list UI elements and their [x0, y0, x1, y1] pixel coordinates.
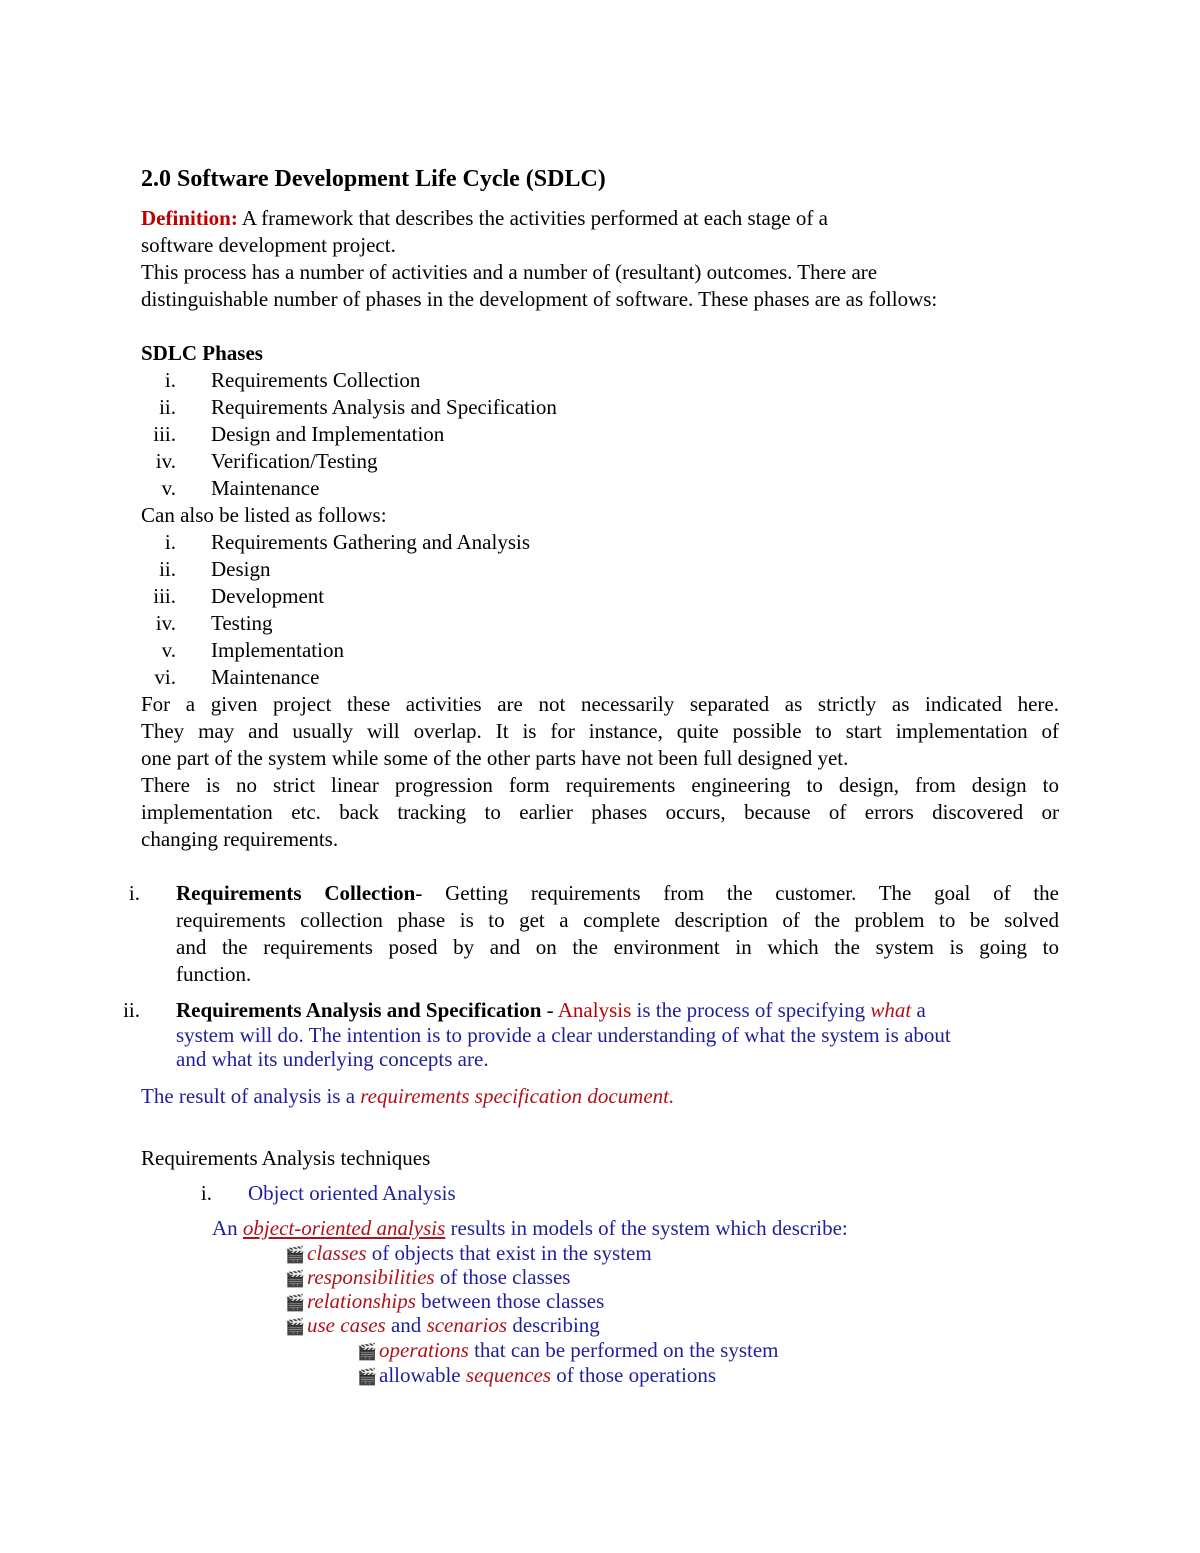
ooa-term: object-oriented analysis [242, 1216, 446, 1240]
list-item: 🎬relationships between those classes [285, 1288, 604, 1316]
section-1-line-1: Requirements Collection- Getting requirements from the customer. The goal of the [176, 881, 1059, 905]
analysis-result: The result of analysis is a requirements specification document. [141, 1084, 675, 1108]
intro-line-2: distinguishable number of phases in the development of software. These phases are as follows: [141, 287, 938, 311]
list-item: iii. Development [153, 584, 325, 608]
requirements-spec-doc: requirements specification document. [360, 1084, 675, 1108]
paragraph-progression-line-2: implementation etc. back tracking to earlier phases occurs, because of errors discovered or [141, 800, 1059, 824]
paragraph-progression-line-3: changing requirements. [141, 827, 339, 851]
list-item: iv. Verification/Testing [155, 449, 378, 473]
technique-number: i. [200, 1181, 212, 1205]
list-item: 🎬use cases and scenarios describing [285, 1312, 600, 1340]
section-2-line-3: and what its underlying concepts are. [176, 1047, 489, 1071]
list-item: v. Implementation [161, 638, 344, 662]
list-item: 🎬responsibilities of those classes [285, 1264, 570, 1292]
section-1-line-4: function. [176, 962, 252, 986]
clapperboard-icon: 🎬 [285, 1317, 305, 1336]
section-1-number: i. [128, 881, 140, 905]
list-item: i. Requirements Gathering and Analysis [164, 530, 531, 554]
intro-line-1: This process has a number of activities and a number of (resultant) outcomes. There are [141, 260, 878, 284]
what-term: what [870, 998, 912, 1022]
phases-list-1 [136, 367, 616, 502]
list-item: ii. Requirements Analysis and Specification [159, 395, 557, 419]
clapperboard-icon: 🎬 [285, 1245, 305, 1264]
clapperboard-icon: 🎬 [285, 1269, 305, 1288]
section-1-line-2: requirements collection phase is to get a complete description of the problem to be solved [176, 908, 1059, 932]
paragraph-overlap-line-1: For a given project these activities are not necessarily separated as strictly as indicated here. [141, 692, 1059, 716]
list-item: iv. Testing [155, 611, 273, 635]
list-item: vi. Maintenance [154, 665, 320, 689]
list-item: iii. Design and Implementation [153, 422, 445, 446]
list-item: ii. Design [159, 557, 271, 581]
techniques-heading: Requirements Analysis techniques [141, 1146, 431, 1170]
ooa-description: An object-oriented analysis results in models of the system which describe: [212, 1216, 848, 1240]
list-item: 🎬allowable sequences of those operations [357, 1362, 716, 1390]
list-item: 🎬operations that can be performed on the system [357, 1337, 779, 1365]
list-item: 🎬classes of objects that exist in the system [285, 1240, 652, 1268]
section-1-heading: Requirements Collection [176, 881, 416, 905]
analysis-term: Analysis [557, 998, 632, 1022]
phases-list-2 [136, 529, 616, 691]
list-item: i. Requirements Collection [164, 368, 421, 392]
definition-label: Definition: [141, 206, 238, 230]
definition-line-2: software development project. [141, 233, 396, 257]
paragraph-progression-line-1: There is no strict linear progression form requirements engineering to design, from design to [141, 773, 1059, 797]
section-2-line-1: Requirements Analysis and Specification - Analysis is the process of specifying what a [176, 998, 926, 1022]
clapperboard-icon: 🎬 [285, 1293, 305, 1312]
clapperboard-icon: 🎬 [357, 1342, 377, 1361]
list-item: v. Maintenance [161, 476, 320, 500]
clapperboard-icon: 🎬 [357, 1367, 377, 1386]
section-2-number: ii. [123, 998, 140, 1022]
also-listed-label: Can also be listed as follows: [141, 503, 387, 527]
section-2-line-2: system will do. The intention is to provide a clear understanding of what the system is about [176, 1023, 951, 1047]
definition-line-1 [141, 205, 828, 232]
technique-item: Object oriented Analysis [248, 1181, 456, 1205]
paragraph-overlap-line-3: one part of the system while some of the other parts have not been full designed yet. [141, 746, 849, 770]
section-1-line-3: and the requirements posed by and on the environment in which the system is going to [176, 935, 1059, 959]
section-2-heading: Requirements Analysis and Specification [176, 998, 542, 1022]
definition-text-1: A framework that describes the activities performed at each stage of a [237, 206, 828, 230]
document-title: 2.0 Software Development Life Cycle (SDLC) [141, 166, 606, 192]
phases-heading: SDLC Phases [141, 341, 263, 365]
paragraph-overlap-line-2: They may and usually will overlap. It is for instance, quite possible to start implementation of [141, 719, 1059, 743]
